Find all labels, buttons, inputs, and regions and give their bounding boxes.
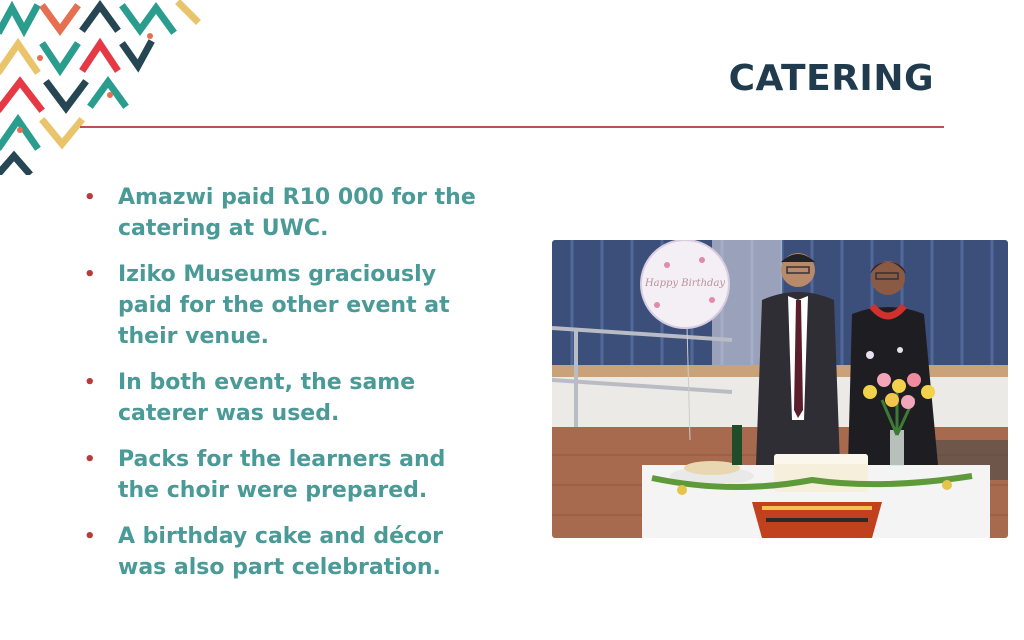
bullet-item	[84, 182, 484, 244]
bullet-text: Iziko Museums graciously paid for the other event at their venue.	[118, 262, 450, 349]
bullet-list	[84, 182, 484, 598]
balloon-text: Happy Birthday	[644, 278, 726, 289]
bullet-text: Amazwi paid R10 000 for the catering at UWC.	[118, 185, 476, 241]
bullet-item	[84, 367, 484, 429]
bullet-text: A birthday cake and décor was also part celebration.	[118, 524, 444, 580]
bullet-item	[84, 521, 484, 583]
bullet-text: In both event, the same caterer was used.	[118, 370, 416, 426]
bullet-marker: •	[84, 449, 96, 470]
bullet-marker: •	[84, 526, 96, 547]
photo-illustration	[552, 240, 1008, 538]
amazwi-logo-pattern	[0, 0, 210, 175]
bullet-marker: •	[84, 372, 96, 393]
slide-title: CATERING	[728, 58, 934, 99]
bullet-marker: •	[84, 187, 96, 208]
bullet-item	[84, 259, 484, 352]
celebration-photo	[552, 240, 1008, 538]
bullet-text: Packs for the learners and the choir were prepared.	[118, 447, 446, 503]
title-divider	[80, 126, 944, 128]
bullet-marker: •	[84, 264, 96, 285]
bullet-item	[84, 444, 484, 506]
